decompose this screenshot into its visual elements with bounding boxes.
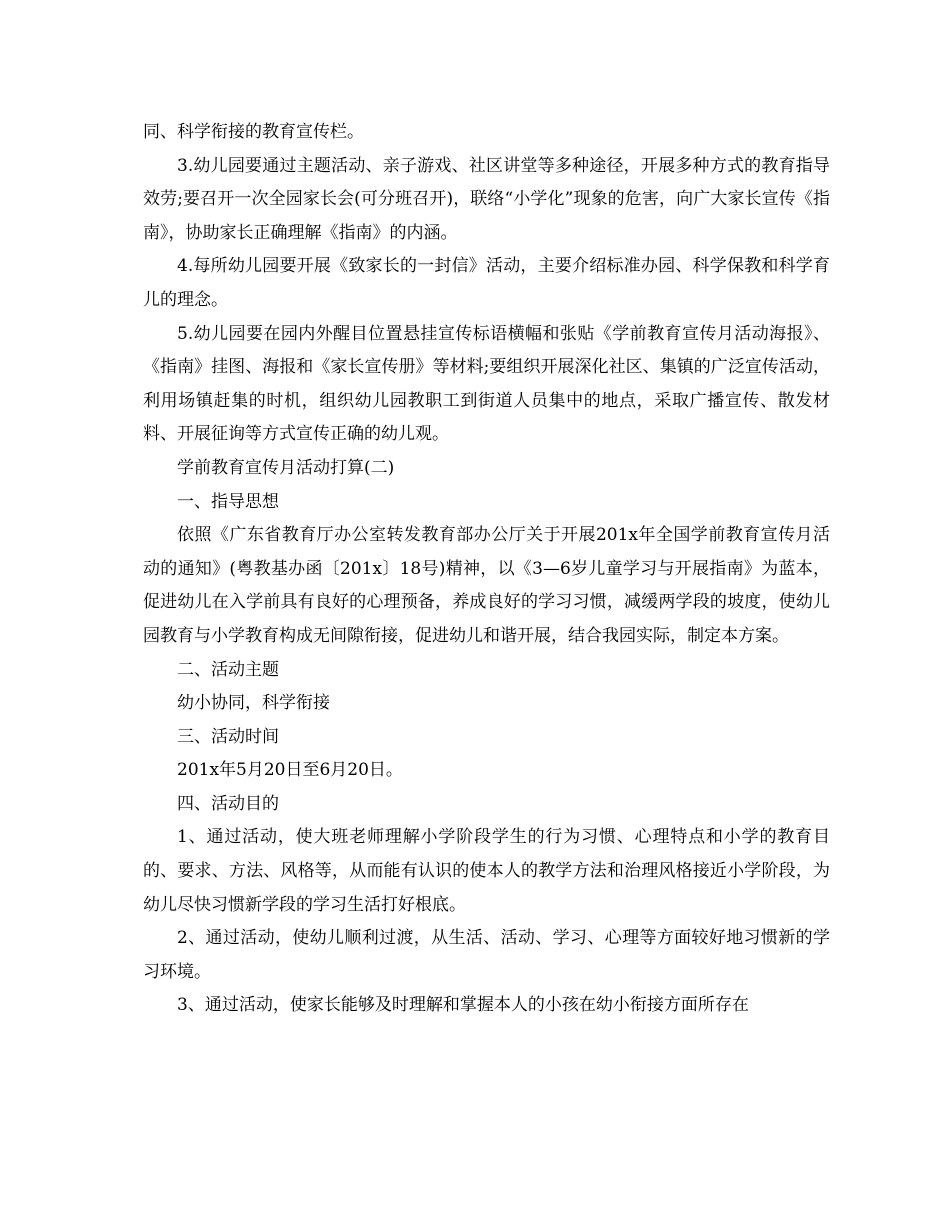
heading-activity-purpose: 四、活动目的 — [177, 793, 279, 814]
paragraph-item-4: 4.每所幼儿园要开展《致家长的一封信》活动，主要介绍标准办园、科学保教和科学育儿的理念。 — [143, 256, 830, 310]
heading-activity-time: 三、活动时间 — [177, 726, 279, 747]
section-title: 学前教育宣传月活动打算(二) — [177, 457, 395, 478]
paragraph-purpose-1: 1、通过活动，使大班老师理解小学阶段学生的行为习惯、心理特点和小学的教育目的、要求、方法、风格等，从而能有认识的使本人的教学方法和治理风格接近小学阶段，为幼儿尽快习惯新学段的学习生活打好根底。 — [143, 827, 830, 915]
paragraph-continuation: 同、科学衔接的教育宣传栏。 — [143, 122, 364, 142]
paragraph-activity-time: 201x年5月20日至6月20日。 — [177, 760, 403, 781]
paragraph-guiding-ideology: 依照《广东省教育厅办公室转发教育部办公厅关于开展201x年全国学前教育宣传月活动的通知》(粤教基办函〔201x〕18号)精神，以《3—6岁儿童学习与开展指南》为蓝本，促进幼儿在入学前具有良好的心理预备，养成良好的学习习惯，减缓两学段的坡度，使幼儿园教育与小学教育构成无间隙衔接，促进幼儿和谐开展，结合我园实际，制定本方案。 — [143, 525, 830, 646]
paragraph-activity-theme: 幼小协同，科学衔接 — [177, 693, 330, 714]
paragraph-item-5: 5.幼儿园要在园内外醒目位置悬挂宣传标语横幅和张贴《学前教育宣传月活动海报》、《指南》挂图、海报和《家长宣传册》等材料;要组织开展深化社区、集镇的广泛宣传活动，利用场镇赶集的时机，组织幼儿园教职工到街道人员集中的地点，采取广播宣传、散发材料、开展征询等方式宣传正确的幼儿观。 — [143, 323, 830, 445]
heading-guiding-ideology: 一、指导思想 — [177, 491, 279, 512]
paragraph-purpose-3: 3、通过活动，使家长能够及时理解和掌握本人的小孩在幼小衔接方面所存在 — [177, 995, 749, 1016]
paragraph-item-3: 3.幼儿园要通过主题活动、亲子游戏、社区讲堂等多种途径，开展多种方式的教育指导效劳;要召开一次全园家长会(可分班召开)，联络“小学化”现象的危害，向广大家长宣传《指南》，协助家长正确理解《指南》的内涵。 — [143, 155, 830, 243]
heading-activity-theme: 二、活动主题 — [177, 659, 279, 680]
paragraph-purpose-2: 2、通过活动，使幼儿顺利过渡，从生活、活动、学习、心理等方面较好地习惯新的学习环境。 — [143, 928, 830, 982]
